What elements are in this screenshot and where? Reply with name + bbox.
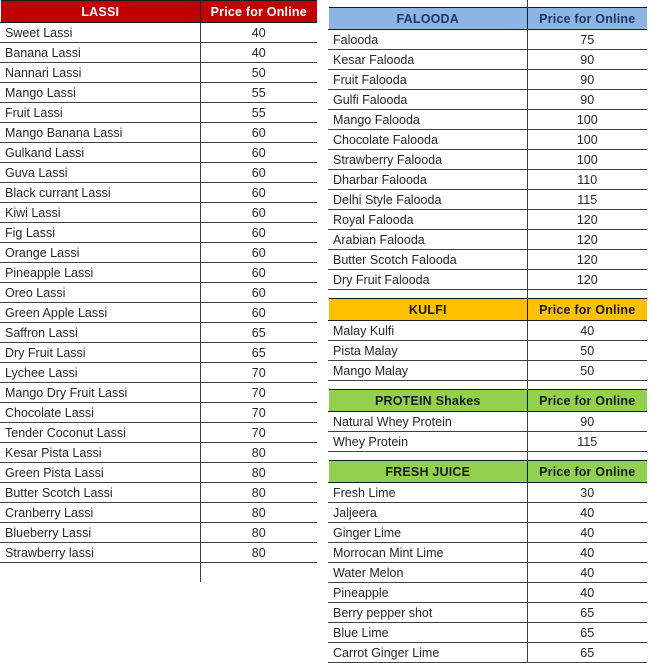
item-name: Royal Falooda [329, 210, 528, 230]
item-price: 120 [528, 270, 647, 290]
table-row [329, 483, 647, 503]
item-name: Sweet Lassi [1, 23, 201, 43]
table-row [1, 523, 317, 543]
item-name: Kiwi Lassi [1, 203, 201, 223]
item-price: 80 [201, 443, 317, 463]
item-name: Fruit Lassi [1, 103, 201, 123]
item-name: Chocolate Lassi [1, 403, 201, 423]
section-header-kulfi [329, 299, 647, 321]
item-price: 70 [201, 363, 317, 383]
item-name: Butter Scotch Lassi [1, 483, 201, 503]
section-title-lassi: LASSI [1, 1, 201, 23]
left-column [0, 0, 316, 583]
table-row [329, 90, 647, 110]
table-row [329, 170, 647, 190]
item-name: Mango Banana Lassi [1, 123, 201, 143]
item-name: Mango Lassi [1, 83, 201, 103]
item-price: 80 [201, 503, 317, 523]
table-row [1, 43, 317, 63]
table-row [329, 110, 647, 130]
item-name: Chocolate Falooda [329, 130, 528, 150]
item-price: 120 [528, 210, 647, 230]
item-price: 100 [528, 130, 647, 150]
item-price: 60 [201, 183, 317, 203]
table-row [1, 343, 317, 363]
table-row [1, 503, 317, 523]
table-row [329, 321, 647, 341]
item-name: Cranberry Lassi [1, 503, 201, 523]
item-price: 55 [201, 83, 317, 103]
item-name: Kesar Falooda [329, 50, 528, 70]
section-title-fresh-juice: FRESH JUICE [329, 461, 528, 483]
item-price: 90 [528, 50, 647, 70]
price-column-header-kulfi: Price for Online [528, 299, 647, 321]
item-price: 40 [528, 523, 647, 543]
table-row [1, 423, 317, 443]
table-row [1, 143, 317, 163]
item-price: 60 [201, 143, 317, 163]
item-name: Black currant Lassi [1, 183, 201, 203]
table-row [1, 23, 317, 43]
section-gap-price-cell [528, 381, 647, 390]
table-row [1, 303, 317, 323]
section-gap [329, 381, 647, 390]
item-price: 55 [201, 103, 317, 123]
table-row [329, 503, 647, 523]
item-name: Carrot Ginger Lime [329, 643, 528, 663]
item-name: Pista Malay [329, 341, 528, 361]
item-name: Fruit Falooda [329, 70, 528, 90]
section-header-falooda [329, 8, 647, 30]
item-name: Fig Lassi [1, 223, 201, 243]
item-price: 50 [201, 63, 317, 83]
item-price: 40 [528, 503, 647, 523]
table-row [329, 603, 647, 623]
section-gap [329, 452, 647, 461]
item-price: 60 [201, 303, 317, 323]
section-gap-name-cell [329, 452, 528, 461]
top-rule-row-name-cell [329, 0, 528, 8]
item-price: 75 [528, 30, 647, 50]
section-header-protein-shakes [329, 390, 647, 412]
item-price: 90 [528, 70, 647, 90]
top-rule-row-price-cell [528, 0, 647, 8]
item-price: 120 [528, 230, 647, 250]
item-price: 50 [528, 361, 647, 381]
item-name: Green Pista Lassi [1, 463, 201, 483]
item-name: Natural Whey Protein [329, 412, 528, 432]
item-name: Dharbar Falooda [329, 170, 528, 190]
item-name: Banana Lassi [1, 43, 201, 63]
item-price: 60 [201, 243, 317, 263]
item-price: 30 [528, 483, 647, 503]
item-name: Strawberry Falooda [329, 150, 528, 170]
table-row [1, 243, 317, 263]
table-row [329, 623, 647, 643]
item-name: Dry Fruit Falooda [329, 270, 528, 290]
table-row [329, 150, 647, 170]
item-price: 90 [528, 90, 647, 110]
item-name: Mango Malay [329, 361, 528, 381]
section-gap-name-cell [329, 381, 528, 390]
section-title-protein-shakes: PROTEIN Shakes [329, 390, 528, 412]
empty-row-name-cell [1, 563, 201, 583]
item-name: Arabian Falooda [329, 230, 528, 250]
item-price: 70 [201, 403, 317, 423]
table-row [1, 63, 317, 83]
item-price: 65 [528, 603, 647, 623]
right-column [328, 0, 646, 663]
item-name: Saffron Lassi [1, 323, 201, 343]
table-row [1, 463, 317, 483]
section-gap [329, 290, 647, 299]
section-title-kulfi: KULFI [329, 299, 528, 321]
section-header-lassi [1, 1, 317, 23]
table-row [329, 432, 647, 452]
table-row [329, 130, 647, 150]
item-price: 80 [201, 543, 317, 563]
table-row [1, 383, 317, 403]
item-price: 60 [201, 123, 317, 143]
price-column-header-falooda: Price for Online [528, 8, 647, 30]
empty-row [1, 563, 317, 583]
table-row [1, 543, 317, 563]
item-price: 65 [528, 643, 647, 663]
item-name: Butter Scotch Falooda [329, 250, 528, 270]
item-name: Fresh Lime [329, 483, 528, 503]
item-name: Delhi Style Falooda [329, 190, 528, 210]
table-row [1, 363, 317, 383]
item-price: 40 [528, 583, 647, 603]
item-name: Blue Lime [329, 623, 528, 643]
price-column-header-fresh-juice: Price for Online [528, 461, 647, 483]
item-price: 110 [528, 170, 647, 190]
section-header-fresh-juice [329, 461, 647, 483]
item-price: 40 [528, 543, 647, 563]
item-price: 80 [201, 463, 317, 483]
item-price: 60 [201, 283, 317, 303]
item-price: 70 [201, 423, 317, 443]
item-name: Oreo Lassi [1, 283, 201, 303]
table-row [1, 83, 317, 103]
price-column-header-protein-shakes: Price for Online [528, 390, 647, 412]
top-rule-row [329, 0, 647, 8]
item-price: 40 [528, 321, 647, 341]
item-name: Gulkand Lassi [1, 143, 201, 163]
item-name: Gulfi Falooda [329, 90, 528, 110]
item-price: 70 [201, 383, 317, 403]
item-name: Ginger Lime [329, 523, 528, 543]
table-row [329, 250, 647, 270]
item-name: Jaljeera [329, 503, 528, 523]
section-gap-name-cell [329, 290, 528, 299]
right-tables [328, 0, 647, 663]
item-price: 60 [201, 223, 317, 243]
item-name: Strawberry lassi [1, 543, 201, 563]
item-name: Malay Kulfi [329, 321, 528, 341]
table-row [1, 283, 317, 303]
table-row [329, 50, 647, 70]
section-gap-price-cell [528, 290, 647, 299]
item-name: Falooda [329, 30, 528, 50]
table-row [1, 443, 317, 463]
item-price: 120 [528, 250, 647, 270]
item-price: 115 [528, 190, 647, 210]
table-row [329, 341, 647, 361]
item-name: Tender Coconut Lassi [1, 423, 201, 443]
item-price: 60 [201, 263, 317, 283]
item-price: 80 [201, 523, 317, 543]
table-row [329, 190, 647, 210]
price-column-header-lassi: Price for Online [201, 1, 317, 23]
section-gap-price-cell [528, 452, 647, 461]
table-row [329, 70, 647, 90]
item-name: Kesar Pista Lassi [1, 443, 201, 463]
item-name: Dry Fruit Lassi [1, 343, 201, 363]
table-row [1, 223, 317, 243]
item-price: 60 [201, 163, 317, 183]
item-price: 40 [528, 563, 647, 583]
item-name: Green Apple Lassi [1, 303, 201, 323]
item-price: 65 [201, 343, 317, 363]
table-row [329, 543, 647, 563]
item-price: 100 [528, 110, 647, 130]
table-row [329, 563, 647, 583]
item-price: 100 [528, 150, 647, 170]
table-row [329, 30, 647, 50]
item-price: 65 [528, 623, 647, 643]
table-row [1, 263, 317, 283]
empty-row-price-cell [201, 563, 317, 583]
item-price: 40 [201, 43, 317, 63]
section-title-falooda: FALOODA [329, 8, 528, 30]
table-row [1, 483, 317, 503]
table-row [1, 123, 317, 143]
item-name: Blueberry Lassi [1, 523, 201, 543]
item-price: 115 [528, 432, 647, 452]
item-price: 40 [201, 23, 317, 43]
item-name: Guva Lassi [1, 163, 201, 183]
item-name: Mango Falooda [329, 110, 528, 130]
item-name: Berry pepper shot [329, 603, 528, 623]
item-price: 60 [201, 203, 317, 223]
item-name: Water Melon [329, 563, 528, 583]
item-price: 65 [201, 323, 317, 343]
item-name: Lychee Lassi [1, 363, 201, 383]
table-row [1, 323, 317, 343]
lassi-table [0, 0, 317, 583]
table-row [1, 203, 317, 223]
item-price: 80 [201, 483, 317, 503]
table-row [329, 361, 647, 381]
item-name: Pineapple Lassi [1, 263, 201, 283]
item-name: Mango Dry Fruit Lassi [1, 383, 201, 403]
table-row [329, 523, 647, 543]
item-name: Nannari Lassi [1, 63, 201, 83]
table-row [329, 583, 647, 603]
item-name: Orange Lassi [1, 243, 201, 263]
table-row [1, 163, 317, 183]
table-row [329, 210, 647, 230]
table-row [329, 270, 647, 290]
item-price: 50 [528, 341, 647, 361]
item-name: Whey Protein [329, 432, 528, 452]
table-row [1, 183, 317, 203]
table-row [329, 230, 647, 250]
table-row [1, 403, 317, 423]
item-name: Morrocan Mint Lime [329, 543, 528, 563]
item-price: 90 [528, 412, 647, 432]
table-row [1, 103, 317, 123]
item-name: Pineapple [329, 583, 528, 603]
table-row [329, 412, 647, 432]
